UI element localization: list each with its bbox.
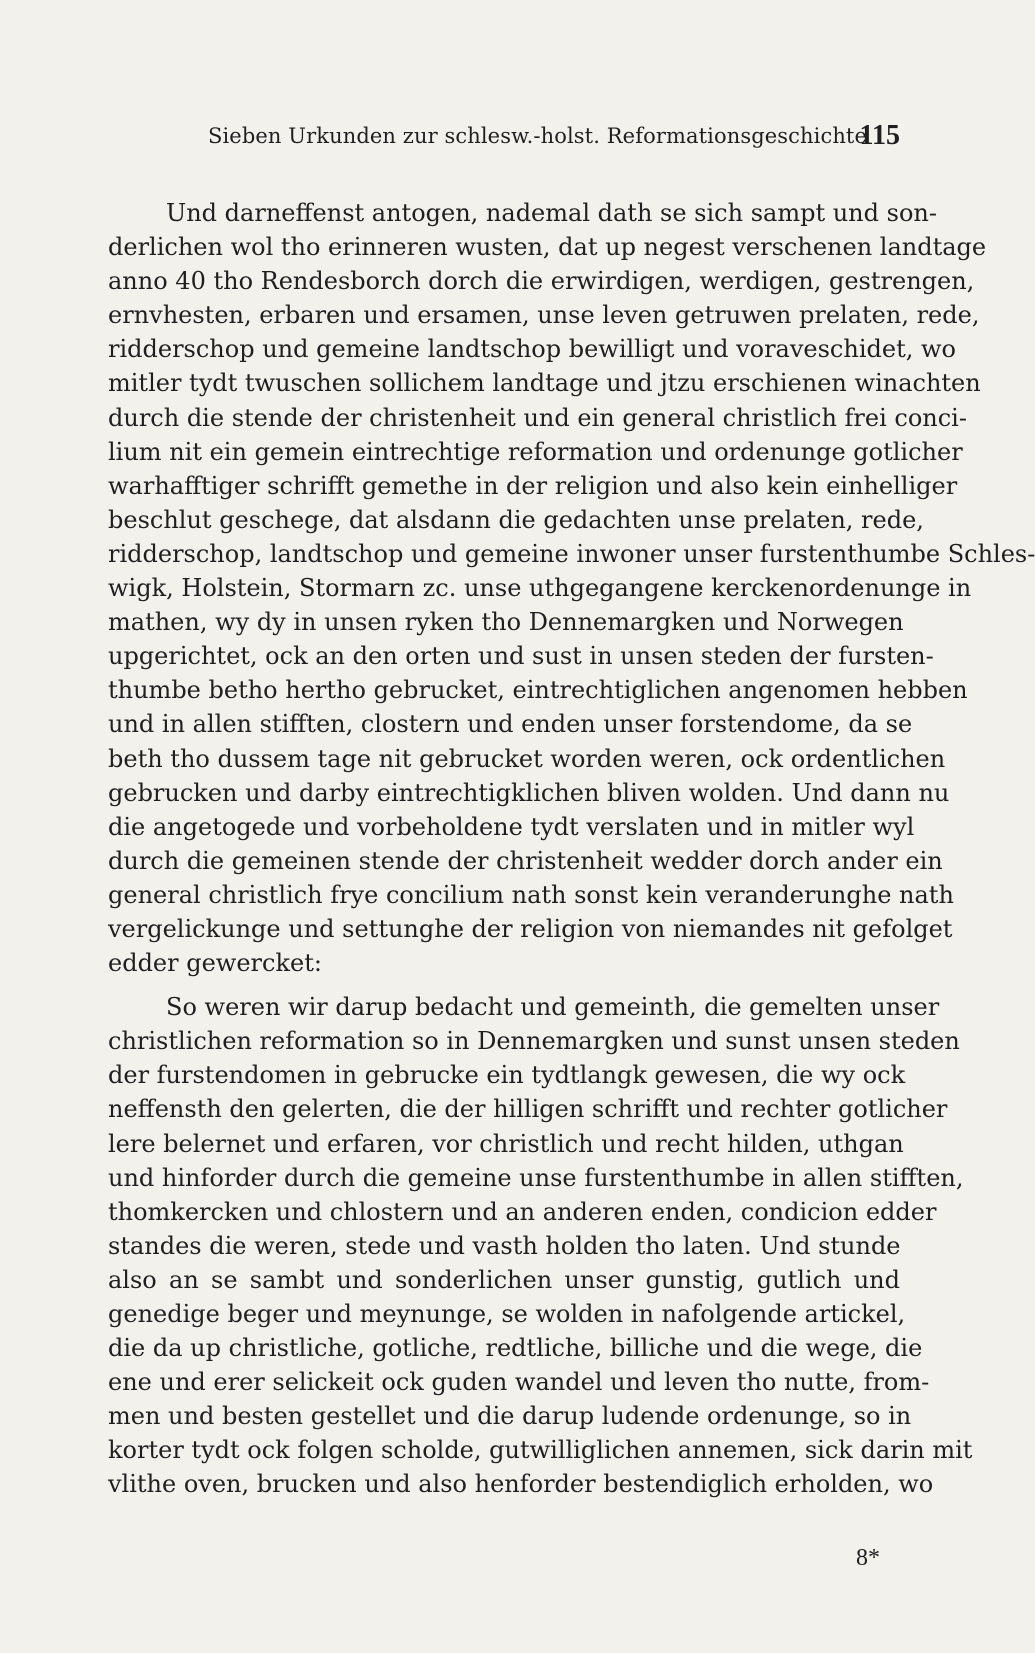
page-number: 115 — [859, 120, 900, 151]
page-header — [108, 120, 900, 160]
text-line: wigk, Holstein, Stormarn zc. unse uthgegangene kerckenordenunge in — [108, 574, 972, 603]
text-line: also an se sambt und sonderlichen unser gunstig, gutlich und — [108, 1265, 900, 1294]
text-line: neffensth den gelerten, die der hilligen schrifft und rechter gotlicher — [108, 1095, 948, 1124]
text-line: durch die gemeinen stende der christenheit wedder dorch ander ein — [108, 846, 943, 875]
text-line: die da up christliche, gotliche, redtliche, billiche und die wege, die — [108, 1334, 923, 1363]
text-line: beth tho dussem tage nit gebrucket worden weren, ock ordentlichen — [108, 744, 946, 773]
text-line: lium nit ein gemein eintrechtige reformation und ordenunge gotlicher — [108, 437, 963, 466]
text-line: gebrucken und darby eintrechtigklichen bliven wolden. Und dann nu — [108, 778, 950, 807]
text-line: christlichen reformation so in Dennemargken und sunst unsen steden — [108, 1027, 960, 1056]
text-line: standes die weren, stede und vasth holden tho laten. Und stunde — [108, 1231, 901, 1260]
text-line: ene und erer selickeit ock guden wandel und leven tho nutte, from- — [108, 1368, 930, 1397]
running-title: Sieben Urkunden zur schlesw.-holst. Reformationsgeschichte — [208, 124, 868, 148]
text-line: vergelickunge und settunghe der religion von niemandes nit gefolget — [108, 914, 953, 943]
text-line: und hinforder durch die gemeine unse furstenthumbe in allen stifften, — [108, 1163, 964, 1192]
text-line: warhafftiger schrifft gemethe in der religion und also kein einhelliger — [108, 471, 958, 500]
text-line: mathen, wy dy in unsen ryken tho Dennemargken und Norwegen — [108, 608, 904, 637]
text-line: derlichen wol tho erinneren wusten, dat up negest verschenen landtage — [108, 233, 987, 262]
text-line: korter tydt ock folgen scholde, gutwilliglichen annemen, sick darin mit — [108, 1436, 973, 1465]
text-line: lere belernet und erfaren, vor christlich und recht hilden, uthgan — [108, 1129, 904, 1158]
text-line: der furstendomen in gebrucke ein tydtlangk gewesen, die wy ock — [108, 1061, 906, 1090]
text-line: vlithe oven, brucken und also henforder bestendiglich erholden, wo — [108, 1470, 934, 1499]
text-line: ernvhesten, erbaren und ersamen, unse leven getruwen prelaten, rede, — [108, 301, 980, 330]
paragraph-break — [108, 980, 900, 990]
text-line: Und darneffenst antogen, nademal dath se sich sampt und son- — [166, 199, 937, 227]
text-line: thomkercken und chlostern und an anderen enden, condicion edder — [108, 1197, 937, 1226]
text-line: durch die stende der christenheit und ein general christlich frei conci- — [108, 403, 967, 432]
text-line: die angetogede und vorbeholdene tydt verslaten und in mitler wyl — [108, 812, 915, 841]
text-line: upgerichtet, ock an den orten und sust in unsen steden der fursten- — [108, 642, 934, 671]
text-line: und in allen stifften, clostern und enden unser forstendome, da se — [108, 710, 913, 739]
signature-mark: 8* — [856, 1545, 880, 1571]
text-line: ridderschop, landtschop und gemeine inwoner unser furstenthumbe Schles- — [108, 539, 1035, 568]
text-line: mitler tydt twuschen sollichem landtage und jtzu erschienen winachten — [108, 369, 981, 398]
text-line: ridderschop und gemeine landtschop bewilligt und voraveschidet, wo — [108, 335, 956, 364]
text-line: general christlich frye concilium nath sonst kein veranderunghe nath — [108, 880, 954, 909]
text-line: So weren wir darup bedacht und gemeinth, die gemelten unser — [166, 993, 940, 1022]
text-line: edder gewercket: — [108, 949, 322, 978]
text-line: genedige beger und meynunge, se wolden in nafolgende artickel, — [108, 1300, 906, 1328]
text-line: men und besten gestellet und die darup ludende ordenunge, so in — [108, 1402, 912, 1431]
body-text — [108, 196, 1035, 1502]
text-line: thumbe betho hertho gebrucket, eintrechtiglichen angenomen hebben — [108, 676, 968, 705]
text-line: anno 40 tho Rendesborch dorch die erwirdigen, werdigen, gestrengen, — [108, 267, 975, 296]
text-line: beschlut geschege, dat alsdann die gedachten unse prelaten, rede, — [108, 505, 924, 534]
